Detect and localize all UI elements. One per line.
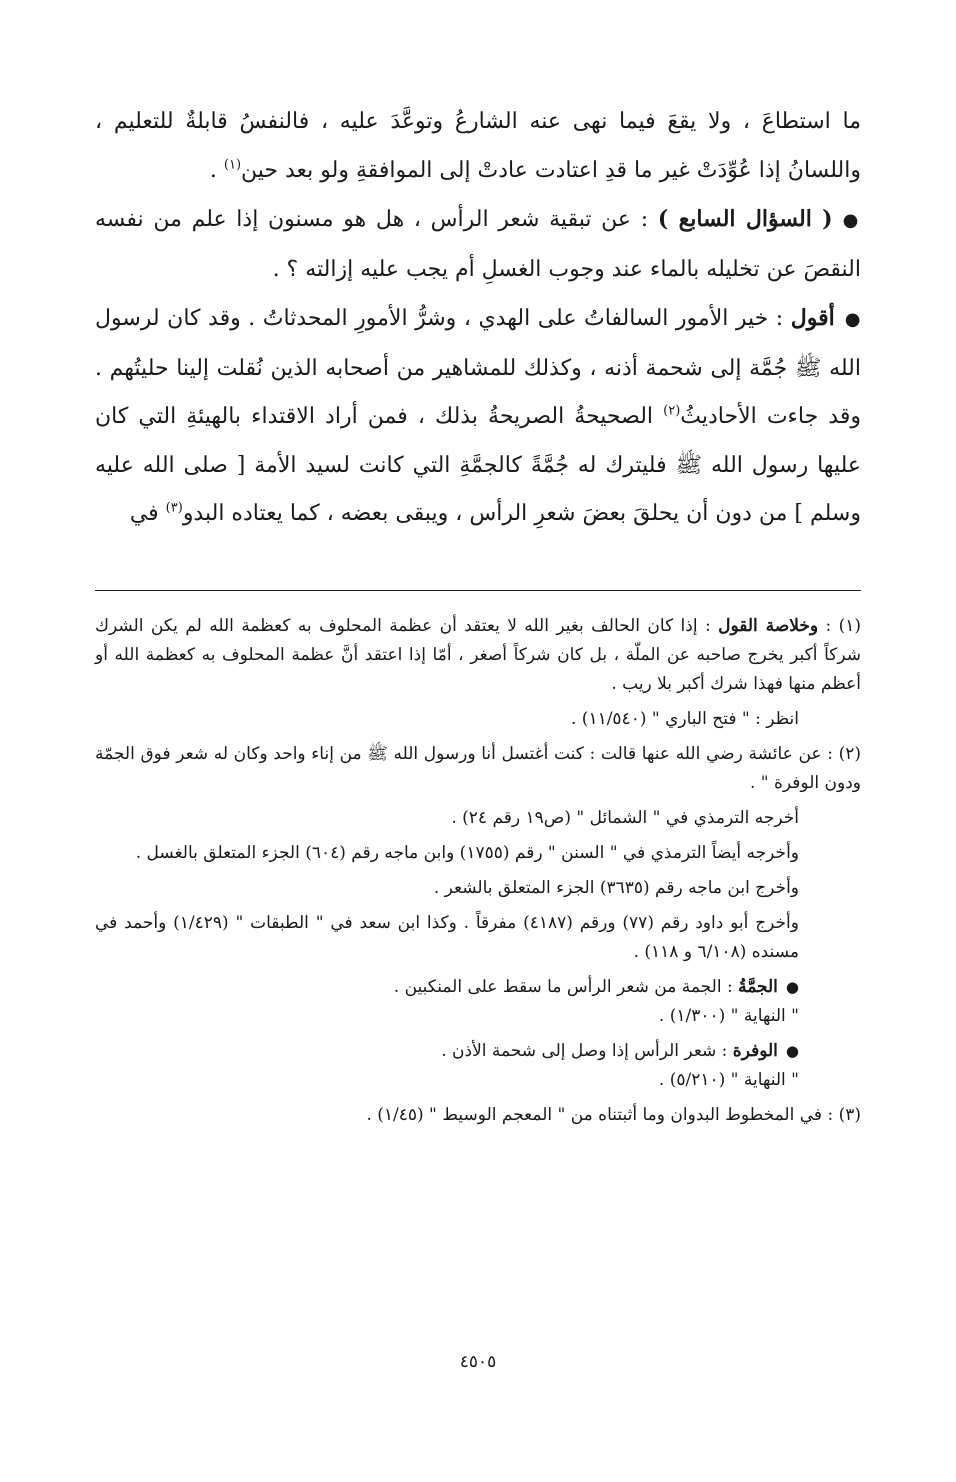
footnote-3: [95, 1101, 861, 1130]
definition-wafrah-source: " النهاية " (٥/٢١٠) .: [658, 1070, 799, 1090]
footnote-3-number: (٣) :: [827, 1105, 861, 1125]
footnote-1-label: وخلاصة القول: [718, 616, 819, 636]
footnote-1-source: انظر : " فتح الباري " (١١/٥٤٠) .: [570, 709, 799, 729]
definition-wafrah-text: : شعر الرأس إذا وصل إلى شحمة الأذن .: [441, 1041, 728, 1061]
footnote-2-text: عن عائشة رضي الله عنها قالت : كنت أغتسل أنا ورسول الله ﷺ من إناء واحد وكان له شعر فوق الجمّة ودون الوفرة " .: [95, 744, 861, 793]
question-paragraph: [95, 195, 861, 294]
footnote-1-text: : إذا كان الحالف بغير الله لا يعتقد أن عظمة المحلوف به كعظمة الله لم يكن الشرك شركاً أكبر يخرج صاحبه عن الملّة ، بل كان شركاً أصغر ، أمّا إذا اعتقد أنَّ عظمة المحلوف به كعظمة الله أو أعظم منها فهذا شرك أكبر بلا ريب .: [95, 616, 861, 694]
answer-text-2: الصحيحةُ الصريحةُ بذلك ، فمن أراد الاقتداء بالهيئةِ التي كان عليها رسول الله ﷺ فليترك له جُمَّةً كالجمَّةِ التي كانت لسيد الأمة [ صلى الله عليه وسلم ] من دون أن يحلقَ بعضَ شعرِ الرأس ، ويبقى بعضه ، كما يعتاده البدو: [95, 404, 861, 526]
footnote-1: [95, 612, 861, 699]
definition-jummah: [95, 973, 861, 1002]
footnote-2: [95, 740, 861, 798]
bullet-icon: ●: [842, 210, 861, 231]
answer-label: أقول: [790, 305, 835, 331]
answer-text-3: في: [129, 501, 166, 526]
footnote-3-text: في المخطوط البدوان وما أثبتناه من " المعجم الوسيط " (١/٤٥) .: [366, 1105, 823, 1125]
footnote-2-source-1: أخرجه الترمذي في " الشمائل " (ص١٩ رقم ٢٤) .: [451, 808, 799, 828]
footnote-1-number: (١) :: [825, 616, 862, 636]
footnote-2-number: (٢) :: [827, 744, 861, 764]
answer-text-1: : خير الأمور السالفاتُ على الهدي ، وشرُّ الأمورِ المحدثاتُ . وقد كان لرسول الله ﷺ جُمَّة إلى شحمة أذنه ، وكذلك للمشاهير من أصحابه الذين نُقلت إلينا حليتُهم . وقد جاءت الأحاديثُ: [95, 306, 861, 429]
footnotes: [95, 612, 861, 1130]
question-text: : عن تبقية شعر الرأس ، هل هو مسنون إذا علم من نفسه النقصَ عن تخليله بالماء عند وجوب الغسلِ أم يجب عليه إزالته ؟ .: [95, 207, 861, 282]
footnote-2-source-3: وأخرج ابن ماجه رقم (٣٦٣٥) الجزء المتعلق بالشعر .: [433, 878, 799, 898]
main-text: [95, 98, 861, 539]
question-label: ( السؤال السابع ): [657, 206, 833, 232]
definition-wafrah: [95, 1037, 861, 1066]
paragraph-1-end: .: [209, 157, 217, 183]
answer-paragraph: [95, 294, 861, 539]
paragraph-1-text: ما استطاعَ ، ولا يقعَ فيما نهى عنه الشارعُ وتوعَّدَ عليه ، فالنفسُ قابلةٌ للتعليم ، واللسانُ إذا عُوِّدَتْ غير ما قدِ اعتادت عادتْ إلى الموافقةِ ولو بعد حين: [95, 109, 861, 183]
footnote-ref-3[interactable]: (٣): [165, 500, 183, 516]
footnote-divider: [95, 590, 861, 591]
paragraph-1: [95, 98, 861, 195]
definition-wafrah-term: الوفرة: [732, 1041, 778, 1061]
definition-jummah-text: : الجمة من شعر الرأس ما سقط على المنكبين .: [393, 977, 733, 997]
footnote-2-source-2: وأخرجه أيضاً الترمذي في " السنن " رقم (١٧٥٥) وابن ماجه رقم (٦٠٤) الجزء المتعلق بالغسل .: [135, 843, 799, 863]
footnote-ref-1[interactable]: (١): [223, 157, 242, 173]
page-number: ٤٥٠٥: [459, 1352, 497, 1372]
footnote-ref-2[interactable]: (٢): [663, 403, 681, 419]
footnote-2-source-4: وأخرج أبو داود رقم (٧٧) ورقم (٤١٨٧) مفرقاً . وكذا ابن سعد في " الطبقات " (١/٤٢٩) وأحمد في مسنده (٦/١٠٨ و ١١٨) .: [95, 913, 799, 962]
definition-jummah-source: " النهاية " (١/٣٠٠) .: [658, 1006, 799, 1026]
bullet-icon: ●: [844, 309, 861, 330]
bullet-icon: ●: [785, 1042, 799, 1060]
definition-jummah-term: الجمَّةُ: [738, 977, 778, 997]
bullet-icon: ●: [785, 978, 799, 996]
